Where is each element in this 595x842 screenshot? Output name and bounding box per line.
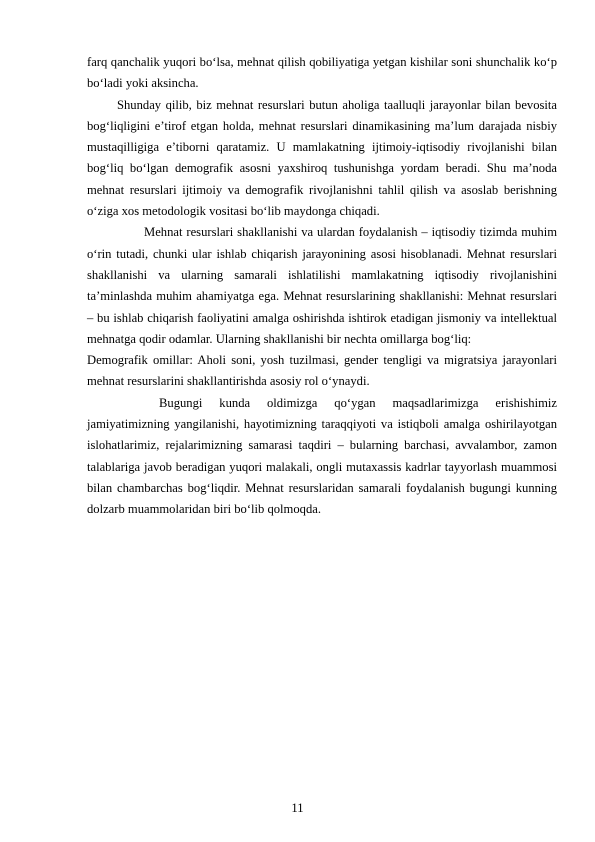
paragraph-demographic-factors: Demografik omillar: Aholi soni, yosh tuzilmasi, gender tengligi va migratsiya jarayonlari mehnat resurslarini shakllantirishda asosiy rol o‘ynaydi.: [87, 353, 557, 389]
paragraph-labor-formation: Mehnat resurslari shakllanishi va ulardan foydalanish – iqtisodiy tizimda muhim o‘rin tutadi, chunki ular ishlab chiqarish jarayonining asosi hisoblanadi. Mehnat resurslari shakllanishi va ularning samarali ishlatilishi mamlakatning iqtisodiy rivojlanishini ta’minlashda muhim ahamiyatga ega. Mehnat resurslarining shakllanishi: Mehnat resurslari – bu ishlab chiqarish faoliyatini amalga oshirishda ishtirok etadigan jismoniy va intellektual mehnatga qodir odamlar. Ularning shakllanishi bir nechta omillarga bog‘liq:: [87, 225, 557, 346]
document-page: [87, 52, 557, 521]
paragraph-labor-dynamics: Shunday qilib, biz mehnat resurslari butun aholiga taalluqli jarayonlar bilan bevosita bog‘liqligini e’tirof etgan holda, mehnat resurslari dinamikasining ma’lum darajada nisbiy mustaqilligiga e’tiborni qaratamiz. U mamlakatning ijtimoiy-iqtisodiy rivojlanishi bilan bog‘liq bo‘lgan demografik asosni yaxshiroq tushunishga yordam beradi. Shu ma’noda mehnat resurslari ijtimoiy va demografik rivojlanishni tahlil qilish va asoslab berishning o‘ziga xos metodologik vositasi bo‘lib maydonga chiqadi.: [87, 97, 557, 219]
page-number: 11: [291, 801, 304, 815]
paragraph-continuation: farq qanchalik yuqori bo‘lsa, mehnat qilish qobiliyatiga yetgan kishilar soni shunchalik ko‘p bo‘ladi yoki aksincha.: [87, 55, 557, 91]
paragraph-today-goals: Bugungi kunda oldimizga qo‘ygan maqsadlarimizga erishishimiz jamiyatimizning yangilanishi, hayotimizning taraqqiyoti va istiqboli amalga oshirilayotgan islohatlarimiz, rejalarimizning samarasi taqdiri – bularning barchasi, avvalambor, zamon talablariga javob beradigan yuqori malakali, ongli mutaxassis kadrlar tayyorlash muammosi bilan chambarchas bog‘liqdir. Mehnat resurslaridan samarali foydalanish bugungi kunning dolzarb muammolaridan biri bo‘lib qolmoqda.: [87, 395, 557, 517]
